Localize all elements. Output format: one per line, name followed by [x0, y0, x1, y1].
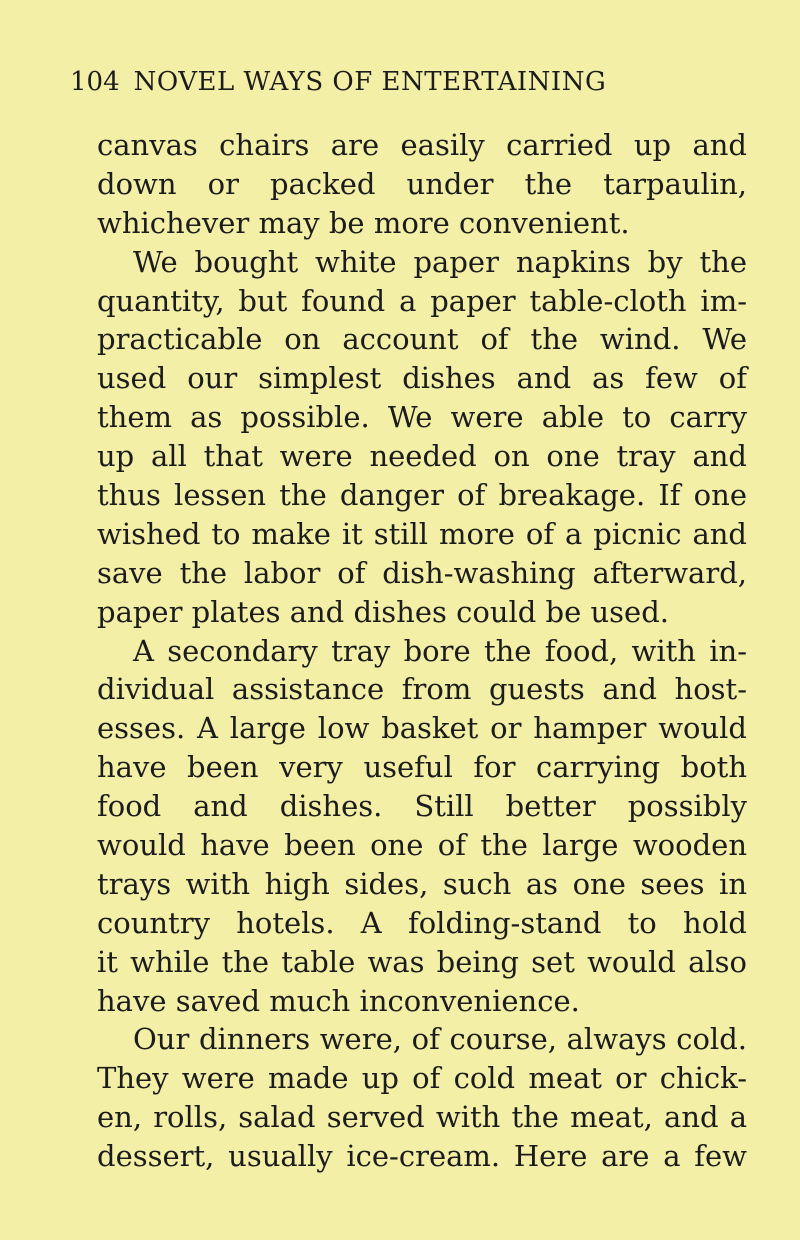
text-line: canvas chairs are easily carried up and	[97, 128, 747, 162]
text-line: paper plates and dishes could be used.	[97, 594, 669, 629]
text-line: quantity, but found a paper table-cloth im-	[97, 283, 747, 318]
text-line: up all that were needed on one tray and	[97, 439, 747, 474]
text-line: en, rolls, salad served with the meat, and a	[97, 1100, 747, 1135]
paragraph-first-line: Our dinners were, of course, always cold.	[133, 1022, 747, 1057]
body-text	[97, 126, 747, 1176]
running-head	[70, 62, 750, 102]
text-line: have saved much inconvenience.	[97, 983, 580, 1018]
text-line: thus lessen the danger of breakage. If one	[97, 478, 747, 513]
text-line: food and dishes. Still better possibly	[97, 789, 747, 824]
paragraph-first-line: We bought white paper napkins by the	[133, 244, 747, 279]
text-line: trays with high sides, such as one sees in	[97, 866, 747, 901]
text-line: dividual assistance from guests and host-	[97, 672, 747, 707]
page-number: 104	[70, 67, 120, 97]
text-line: used our simplest dishes and as few of	[97, 361, 747, 396]
text-line: down or packed under the tarpaulin,	[97, 166, 747, 201]
text-line: save the labor of dish-washing afterward,	[97, 555, 747, 590]
text-line: practicable on account of the wind. We	[97, 322, 747, 357]
text-line: whichever may be more convenient.	[97, 205, 630, 240]
text-line: it while the table was being set would also	[97, 944, 747, 979]
text-line: wished to make it still more of a picnic and	[97, 516, 747, 551]
text-line: them as possible. We were able to carry	[97, 400, 747, 435]
text-line: dessert, usually ice-cream. Here are a few	[97, 1139, 747, 1174]
text-line: country hotels. A folding-stand to hold	[97, 905, 747, 940]
text-line: They were made up of cold meat or chick-	[97, 1061, 747, 1096]
text-line: would have been one of the large wooden	[97, 828, 747, 863]
paragraph-first-line: A secondary tray bore the food, with in-	[133, 633, 747, 668]
running-head-title: NOVEL WAYS OF ENTERTAINING	[133, 67, 607, 97]
text-line: have been very useful for carrying both	[97, 750, 747, 785]
text-line: esses. A large low basket or hamper would	[97, 711, 747, 746]
